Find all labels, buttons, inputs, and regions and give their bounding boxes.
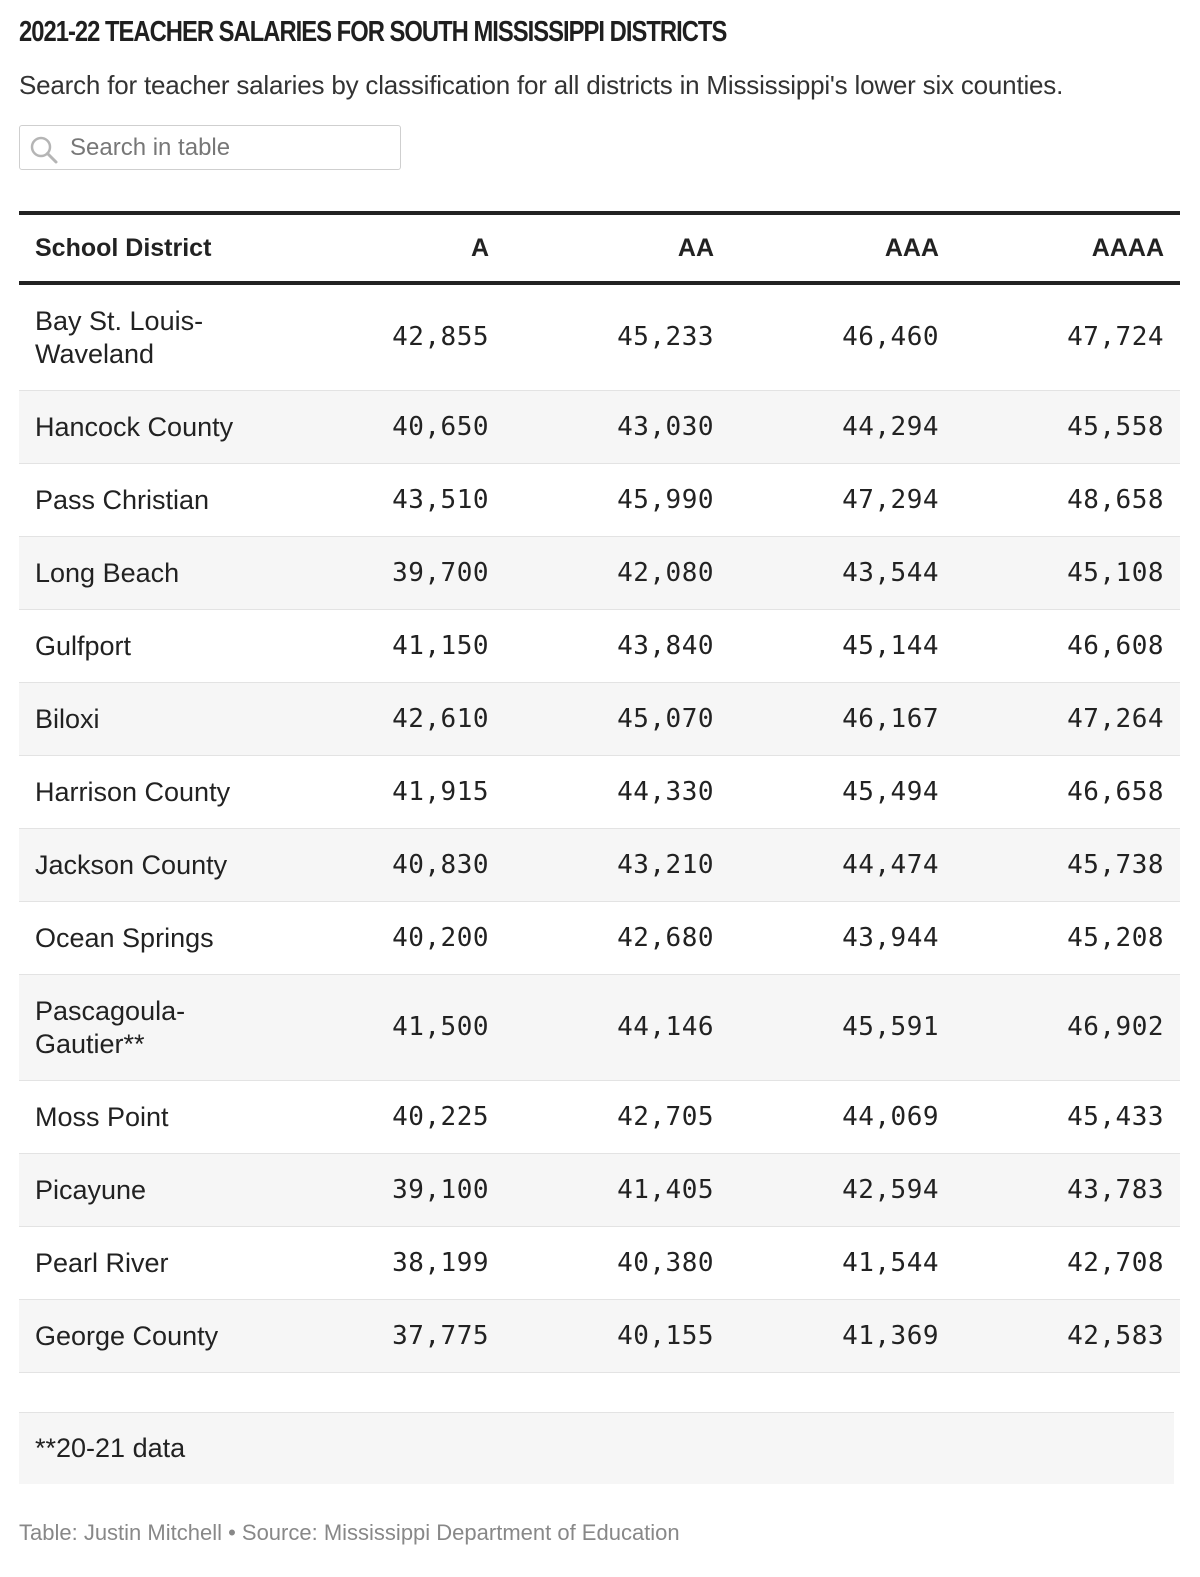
salary-cell: 42,610 xyxy=(262,683,505,756)
district-name-cell: Bay St. Louis-Waveland xyxy=(19,283,262,391)
table-row xyxy=(19,1227,1180,1300)
salary-cell: 46,902 xyxy=(955,975,1180,1081)
salary-cell: 45,208 xyxy=(955,902,1180,975)
salary-cell: 47,724 xyxy=(955,283,1180,391)
salary-cell: 44,294 xyxy=(730,391,955,464)
table-row xyxy=(19,683,1180,756)
salary-cell: 41,915 xyxy=(262,756,505,829)
source-credit: Table: Justin Mitchell • Source: Mississippi Department of Education xyxy=(19,1520,680,1545)
district-name-cell: Gulfport xyxy=(19,610,262,683)
salary-cell: 47,264 xyxy=(955,683,1180,756)
table-row xyxy=(19,464,1180,537)
district-name-cell: Moss Point xyxy=(19,1081,262,1154)
salary-cell: 47,294 xyxy=(730,464,955,537)
salary-cell: 48,658 xyxy=(955,464,1180,537)
district-name-cell: Long Beach xyxy=(19,537,262,610)
salary-cell: 37,775 xyxy=(262,1300,505,1373)
district-name-cell: Harrison County xyxy=(19,756,262,829)
salary-cell: 43,840 xyxy=(505,610,730,683)
salary-cell: 42,583 xyxy=(955,1300,1180,1373)
table-row xyxy=(19,610,1180,683)
salary-cell: 45,738 xyxy=(955,829,1180,902)
salary-cell: 43,544 xyxy=(730,537,955,610)
salary-cell: 44,474 xyxy=(730,829,955,902)
column-header-aaa[interactable]: AAA xyxy=(730,213,955,283)
column-header-aaaa[interactable]: AAAA xyxy=(955,213,1180,283)
search-icon xyxy=(28,134,60,166)
salary-cell: 44,069 xyxy=(730,1081,955,1154)
district-name-cell: Pass Christian xyxy=(19,464,262,537)
column-header-a[interactable]: A xyxy=(262,213,505,283)
salary-cell: 44,146 xyxy=(505,975,730,1081)
salary-cell: 46,608 xyxy=(955,610,1180,683)
salary-cell: 45,144 xyxy=(730,610,955,683)
salary-cell: 43,510 xyxy=(262,464,505,537)
salary-cell: 45,108 xyxy=(955,537,1180,610)
table-row xyxy=(19,902,1180,975)
salary-cell: 43,210 xyxy=(505,829,730,902)
table-row xyxy=(19,1300,1180,1373)
salary-cell: 45,591 xyxy=(730,975,955,1081)
salary-cell: 40,155 xyxy=(505,1300,730,1373)
table-header-row xyxy=(19,213,1180,283)
salary-cell: 45,558 xyxy=(955,391,1180,464)
salary-cell: 43,944 xyxy=(730,902,955,975)
table-row xyxy=(19,975,1180,1081)
salary-cell: 40,380 xyxy=(505,1227,730,1300)
salary-cell: 39,700 xyxy=(262,537,505,610)
district-name-cell: Biloxi xyxy=(19,683,262,756)
salary-cell: 42,080 xyxy=(505,537,730,610)
salary-cell: 40,225 xyxy=(262,1081,505,1154)
district-name-cell: George County xyxy=(19,1300,262,1373)
table-body xyxy=(19,283,1180,1373)
salary-cell: 45,233 xyxy=(505,283,730,391)
column-header-school-district[interactable]: School District xyxy=(19,213,262,283)
salary-cell: 39,100 xyxy=(262,1154,505,1227)
salary-cell: 38,199 xyxy=(262,1227,505,1300)
table-row xyxy=(19,537,1180,610)
district-name-cell: Ocean Springs xyxy=(19,902,262,975)
salary-cell: 45,990 xyxy=(505,464,730,537)
column-header-aa[interactable]: AA xyxy=(505,213,730,283)
salary-cell: 45,433 xyxy=(955,1081,1180,1154)
page-subtitle: Search for teacher salaries by classification for all districts in Mississippi's lower six counties. xyxy=(19,70,1064,100)
salary-cell: 45,494 xyxy=(730,756,955,829)
salary-cell: 41,500 xyxy=(262,975,505,1081)
salary-cell: 41,405 xyxy=(505,1154,730,1227)
salary-cell: 43,783 xyxy=(955,1154,1180,1227)
salary-cell: 42,855 xyxy=(262,283,505,391)
salary-cell: 46,460 xyxy=(730,283,955,391)
salary-cell: 40,830 xyxy=(262,829,505,902)
district-name-cell: Pascagoula-Gautier** xyxy=(19,975,262,1081)
district-name-cell: Picayune xyxy=(19,1154,262,1227)
district-name-cell: Hancock County xyxy=(19,391,262,464)
salary-cell: 43,030 xyxy=(505,391,730,464)
salary-cell: 46,658 xyxy=(955,756,1180,829)
table-row xyxy=(19,829,1180,902)
search-box[interactable] xyxy=(19,125,401,170)
salary-cell: 40,200 xyxy=(262,902,505,975)
district-name-cell: Pearl River xyxy=(19,1227,262,1300)
table-note: **20-21 data xyxy=(19,1412,1174,1484)
table-row xyxy=(19,756,1180,829)
salary-cell: 42,680 xyxy=(505,902,730,975)
salary-cell: 41,544 xyxy=(730,1227,955,1300)
table-row xyxy=(19,391,1180,464)
page-title: 2021-22 TEACHER SALARIES FOR SOUTH MISSISSIPPI DISTRICTS xyxy=(19,16,727,48)
salary-cell: 46,167 xyxy=(730,683,955,756)
salary-cell: 40,650 xyxy=(262,391,505,464)
salary-cell: 42,708 xyxy=(955,1227,1180,1300)
salary-cell: 45,070 xyxy=(505,683,730,756)
table-row xyxy=(19,1081,1180,1154)
salary-cell: 44,330 xyxy=(505,756,730,829)
table-row xyxy=(19,1154,1180,1227)
district-name-cell: Jackson County xyxy=(19,829,262,902)
salary-cell: 42,705 xyxy=(505,1081,730,1154)
salary-cell: 41,369 xyxy=(730,1300,955,1373)
salary-cell: 42,594 xyxy=(730,1154,955,1227)
salary-table xyxy=(19,211,1180,1373)
table-row xyxy=(19,283,1180,391)
search-input[interactable] xyxy=(70,126,390,169)
salary-cell: 41,150 xyxy=(262,610,505,683)
